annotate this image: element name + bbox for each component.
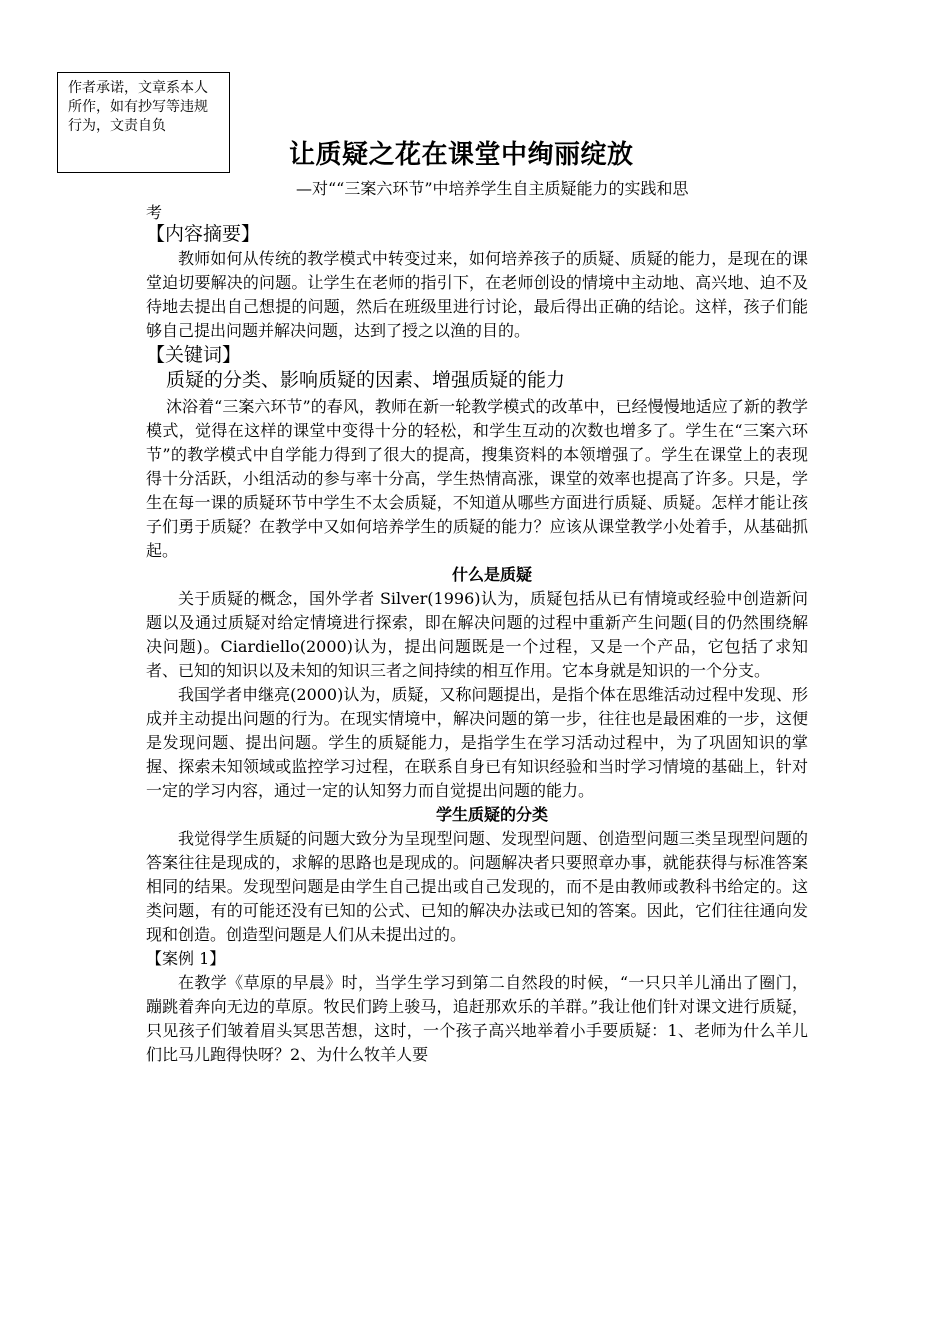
abstract-heading: 【内容摘要】 bbox=[146, 223, 261, 245]
section-heading-what-is-questioning: 什么是质疑 bbox=[451, 565, 532, 584]
case1-paragraph: 在教学《草原的早晨》时，当学生学习到第二自然段的时候，“一只只羊儿涌出了圈门，蹦跳着奔向无边的草原。牧民们跨上骏马，追赶那欢乐的羊群。”我让他们针对课文进行质疑，只见孩子们皱着眉头冥思苦想，这时，一个孩子高兴地举着小手要质疑：1、老师为什么羊儿们比马儿跑得快呀？2、为什么牧羊人要 bbox=[146, 973, 808, 1064]
section-heading-classification: 学生质疑的分类 bbox=[435, 805, 548, 824]
article-body bbox=[146, 222, 808, 1067]
intro-paragraph: 沐浴着“三案六环节”的春风，教师在新一轮教学模式的改革中，已经慢慢地适应了新的教学模式，觉得在这样的课堂中变得十分的轻松，和学生互动的次数也增多了。学生在“三案六环节”的教学模式中自学能力得到了很大的提高，搜集资料的本领增强了。学生在课堂上的表现得十分活跃，小组活动的参与率十分高，学生热情高涨，课堂的效率也提高了许多。只是，学生在每一课的质疑环节中学生不太会质疑，不知道从哪些方面进行质疑、质疑。怎样才能让孩子们勇于质疑？在教学中又如何培养学生的质疑的能力？应该从课堂教学小处着手，从基础抓起。 bbox=[146, 397, 808, 560]
case1-heading: 【案例 1】 bbox=[146, 949, 226, 968]
author-pledge-box: 作者承诺，文章系本人所作，如有抄写等违规行为，文责自负 bbox=[57, 72, 230, 173]
article-title: 让质疑之花在课堂中绚丽绽放 bbox=[289, 140, 634, 170]
section2-paragraph-1: 我觉得学生质疑的问题大致分为呈现型问题、发现型问题、创造型问题三类呈现型问题的答案往往是现成的，求解的思路也是现成的。问题解决者只要照章办事，就能获得与标准答案相同的结果。发现型问题是由学生自己提出或自己发现的，而不是由教师或教科书给定的。这类问题，有的可能还没有已知的公式、已知的解决办法或已知的答案。因此，它们往往通向发现和创造。创造型问题是人们从未提出过的。 bbox=[146, 829, 808, 944]
keywords-heading: 【关键词】 bbox=[146, 344, 242, 366]
article-subtitle: —对““三案六环节”中培养学生自主质疑能力的实践和思 bbox=[296, 179, 689, 198]
article-subtitle-continued: 考 bbox=[146, 203, 163, 222]
abstract-paragraph: 教师如何从传统的教学模式中转变过来，如何培养孩子的质疑、质疑的能力，是现在的课堂迫切要解决的问题。让学生在老师的指引下，在老师创设的情境中主动地、高兴地、迫不及待地去提出自己想提的问题，然后在班级里进行讨论，最后得出正确的结论。这样，孩子们能够自己提出问题并解决问题，达到了授之以渔的目的。 bbox=[146, 249, 808, 340]
section1-paragraph-2: 我国学者申继亮(2000)认为，质疑，又称问题提出，是指个体在思维活动过程中发现、形成并主动提出问题的行为。在现实情境中，解决问题的第一步，往往也是最困难的一步，这便是发现问题、提出问题。学生的质疑能力，是指学生在学习活动过程中，为了巩固知识的掌握、探索未知领域或监控学习过程，在联系自身已有知识经验和当时学习情境的基础上，针对一定的学习内容，通过一定的认知努力而自觉提出问题的能力。 bbox=[146, 685, 808, 800]
keywords-text: 质疑的分类、影响质疑的因素、增强质疑的能力 bbox=[166, 369, 566, 391]
section1-paragraph-1: 关于质疑的概念，国外学者 Silver(1996)认为，质疑包括从已有情境或经验中创造新问题以及通过质疑对给定情境进行探索，即在解决问题的过程中重新产生问题(目的仍然围绕解决问题)。Ciardiello(2000)认为，提出问题既是一个过程，又是一个产品，它包括了求知者、已知的知识以及未知的知识三者之间持续的相互作用。它本身就是知识的一个分支。 bbox=[146, 589, 808, 680]
